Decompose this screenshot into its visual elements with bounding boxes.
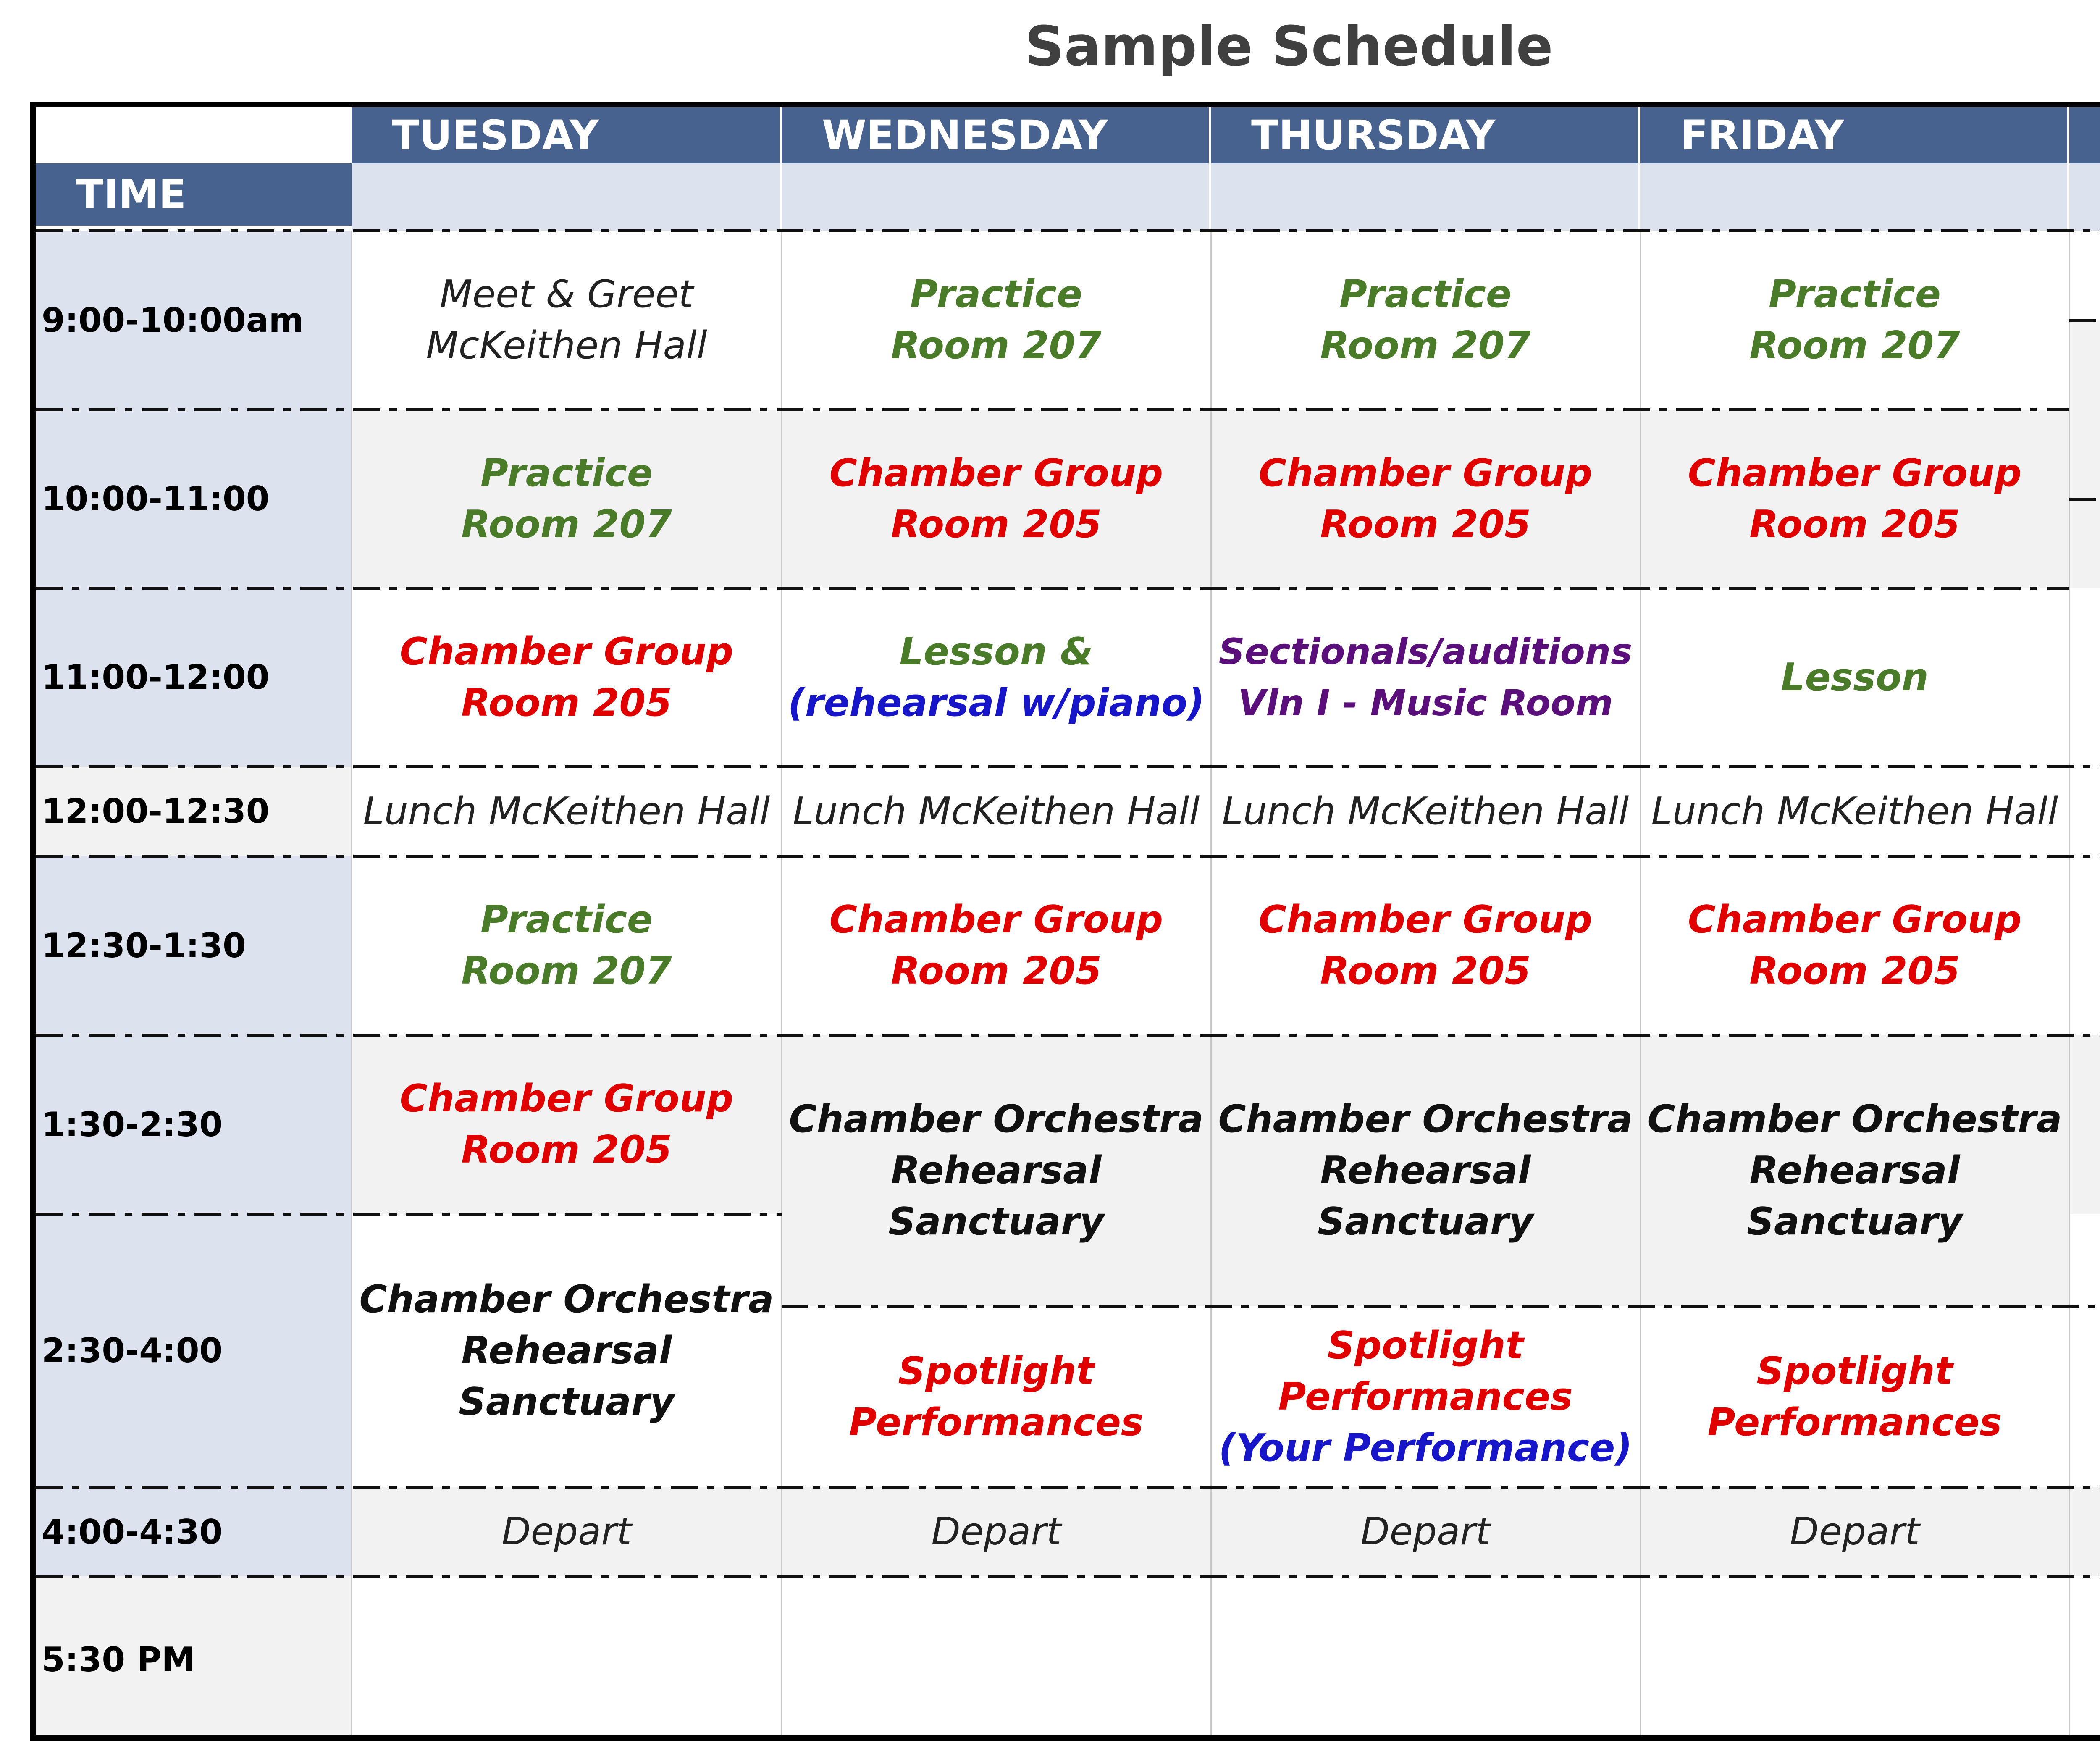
event-line: Room 207 [1749, 323, 1960, 368]
event-line: Room 205 [1749, 502, 1960, 546]
event-sat-snack [2069, 767, 2100, 856]
page-title: Sample Schedule [1025, 14, 1553, 78]
event-tue-orchestra [352, 1214, 782, 1487]
event-thu-orchestra [1211, 1035, 1640, 1306]
event-line: Room 207 [891, 323, 1102, 368]
event-wed-practice [782, 231, 1211, 410]
event-line: Lesson & [899, 629, 1093, 674]
event-tue-chamber-group [352, 588, 782, 767]
subheader-wednesday [782, 163, 1211, 231]
event-thu-depart: Depart [1360, 1510, 1491, 1554]
event-line: Performances [849, 1400, 1144, 1444]
event-wed-lunch: Lunch McKeithen Hall [793, 789, 1200, 833]
event-line: Vln I - Music Room [1238, 682, 1613, 724]
event-line: Chamber Orchestra [789, 1097, 1204, 1141]
event-sat-students-change [2069, 1487, 2100, 1576]
event-line: Rehearsal [891, 1148, 1102, 1192]
event-tue-practice-2 [352, 856, 782, 1035]
time-label: 4:00-4:30 [42, 1512, 223, 1552]
event-line: Practice [910, 272, 1082, 316]
event-fri-spotlight [1640, 1306, 2069, 1487]
event-line: Chamber Group [1258, 898, 1593, 942]
header-thursday: THURSDAY [1211, 107, 1640, 163]
event-line: Sanctuary [1747, 1200, 1963, 1244]
event-tue-practice [352, 410, 782, 588]
event-line: Chamber Group [1688, 451, 2022, 495]
event-fri-chamber-group [1640, 410, 2069, 588]
event-line: Practice [1339, 272, 1512, 316]
event-line: Room 205 [891, 502, 1102, 546]
event-line: Room 205 [891, 949, 1102, 993]
header-saturday [2069, 107, 2100, 163]
event-fri-lesson: Lesson [1781, 655, 1929, 699]
subheader-friday [1640, 163, 2069, 231]
event-thu-chamber-group-2 [1211, 856, 1640, 1035]
event-line: Chamber Orchestra [359, 1277, 774, 1321]
event-line: Sanctuary [1318, 1200, 1533, 1244]
time-label: 1:30-2:30 [42, 1105, 223, 1144]
event-sat-concert [2069, 1576, 2100, 1741]
event-wed-chamber-group-2 [782, 856, 1211, 1035]
event-line: Spotlight [1756, 1349, 1953, 1393]
event-line: Room 205 [461, 1128, 672, 1172]
header-wednesday: WEDNESDAY [782, 107, 1211, 163]
time-label: 5:30 PM [42, 1640, 195, 1679]
event-line: (Your Performance) [1218, 1426, 1633, 1470]
event-fri-orchestra [1640, 1035, 2069, 1306]
event-sat-chamber-group [2069, 856, 2100, 1035]
event-line: Room 205 [1320, 949, 1531, 993]
time-label: 2:30-4:00 [42, 1331, 223, 1370]
header-tuesday: TUESDAY [352, 107, 782, 163]
event-thu-practice [1211, 231, 1640, 410]
event-line: Sanctuary [888, 1200, 1104, 1244]
event-line: Practice [1769, 272, 1941, 316]
event-wed-lesson [782, 588, 1211, 767]
event-line: Rehearsal [461, 1328, 672, 1373]
event-line: Room 205 [1320, 502, 1531, 546]
event-line: Chamber Group [1258, 451, 1593, 495]
event-fri-practice [1640, 231, 2069, 410]
event-line: Sectionals/auditions [1218, 630, 1633, 673]
event-thu-lunch: Lunch McKeithen Hall [1222, 789, 1629, 833]
event-thu-spotlight [1211, 1306, 1640, 1487]
event-line: Chamber Group [399, 1076, 734, 1121]
event-line: Room 207 [461, 502, 672, 546]
event-wed-chamber-group [782, 410, 1211, 588]
event-line: Chamber Orchestra [1647, 1097, 2062, 1141]
event-wed-orchestra [782, 1035, 1211, 1306]
event-line: Performances [1707, 1400, 2002, 1444]
event-fri-chamber-group-2 [1640, 856, 2069, 1035]
event-fri-lunch: Lunch McKeithen Hall [1651, 789, 2058, 833]
schedule-table [30, 102, 2100, 1741]
event-line: Chamber Group [829, 898, 1163, 942]
event-line: Practice [480, 451, 653, 495]
event-line: Chamber Group [1688, 898, 2022, 942]
event-tue-depart: Depart [501, 1510, 632, 1554]
event-line: McKeithen Hall [426, 323, 707, 368]
time-label: 12:00-12:30 [42, 792, 270, 831]
event-tue-lunch: Lunch McKeithen Hall [363, 789, 770, 833]
event-line: Room 207 [1320, 323, 1531, 368]
event-wed-spotlight [782, 1306, 1211, 1487]
event-line: Spotlight [1327, 1323, 1524, 1368]
subheader-saturday [2069, 163, 2100, 231]
event-line: Practice [480, 898, 653, 942]
event-line: Room 207 [461, 949, 672, 993]
event-tue-chamber-group-2 [352, 1035, 782, 1214]
header-friday: FRIDAY [1640, 107, 2069, 163]
event-wed-depart: Depart [931, 1510, 1061, 1554]
event-thu-chamber-group [1211, 410, 1640, 588]
event-line: Performances [1278, 1374, 1573, 1419]
event-tue-meet-greet [352, 231, 782, 410]
header-time: TIME [36, 163, 352, 226]
event-line: Chamber Orchestra [1218, 1097, 1633, 1141]
event-line: Spotlight [898, 1349, 1095, 1393]
event-line: Chamber Group [399, 629, 734, 674]
event-line: Room 205 [461, 680, 672, 725]
time-label: 9:00-10:00am [42, 300, 304, 340]
event-sat-orchestra [2069, 1035, 2100, 1306]
event-line: Sanctuary [459, 1379, 675, 1424]
event-line: Meet & Greet [440, 272, 693, 316]
event-sat-group-coaching [2069, 499, 2100, 767]
event-line: Room 205 [1749, 949, 1960, 993]
time-label: 10:00-11:00 [42, 479, 270, 518]
event-thu-sectionals [1211, 588, 1640, 767]
time-label: 12:30-1:30 [42, 926, 246, 965]
event-sat-practice [2069, 231, 2100, 320]
event-line: (rehearsal w/piano) [788, 680, 1205, 725]
subheader-thursday [1211, 163, 1640, 231]
event-sat-solo-competition [2069, 320, 2100, 499]
event-sat-pizza-party [2069, 1306, 2100, 1487]
event-line: Chamber Group [829, 451, 1163, 495]
event-line: Rehearsal [1320, 1148, 1531, 1192]
time-label: 11:00-12:00 [42, 658, 270, 697]
event-fri-depart: Depart [1790, 1510, 1920, 1554]
event-line: Rehearsal [1749, 1148, 1960, 1192]
subheader-tuesday [352, 163, 782, 231]
